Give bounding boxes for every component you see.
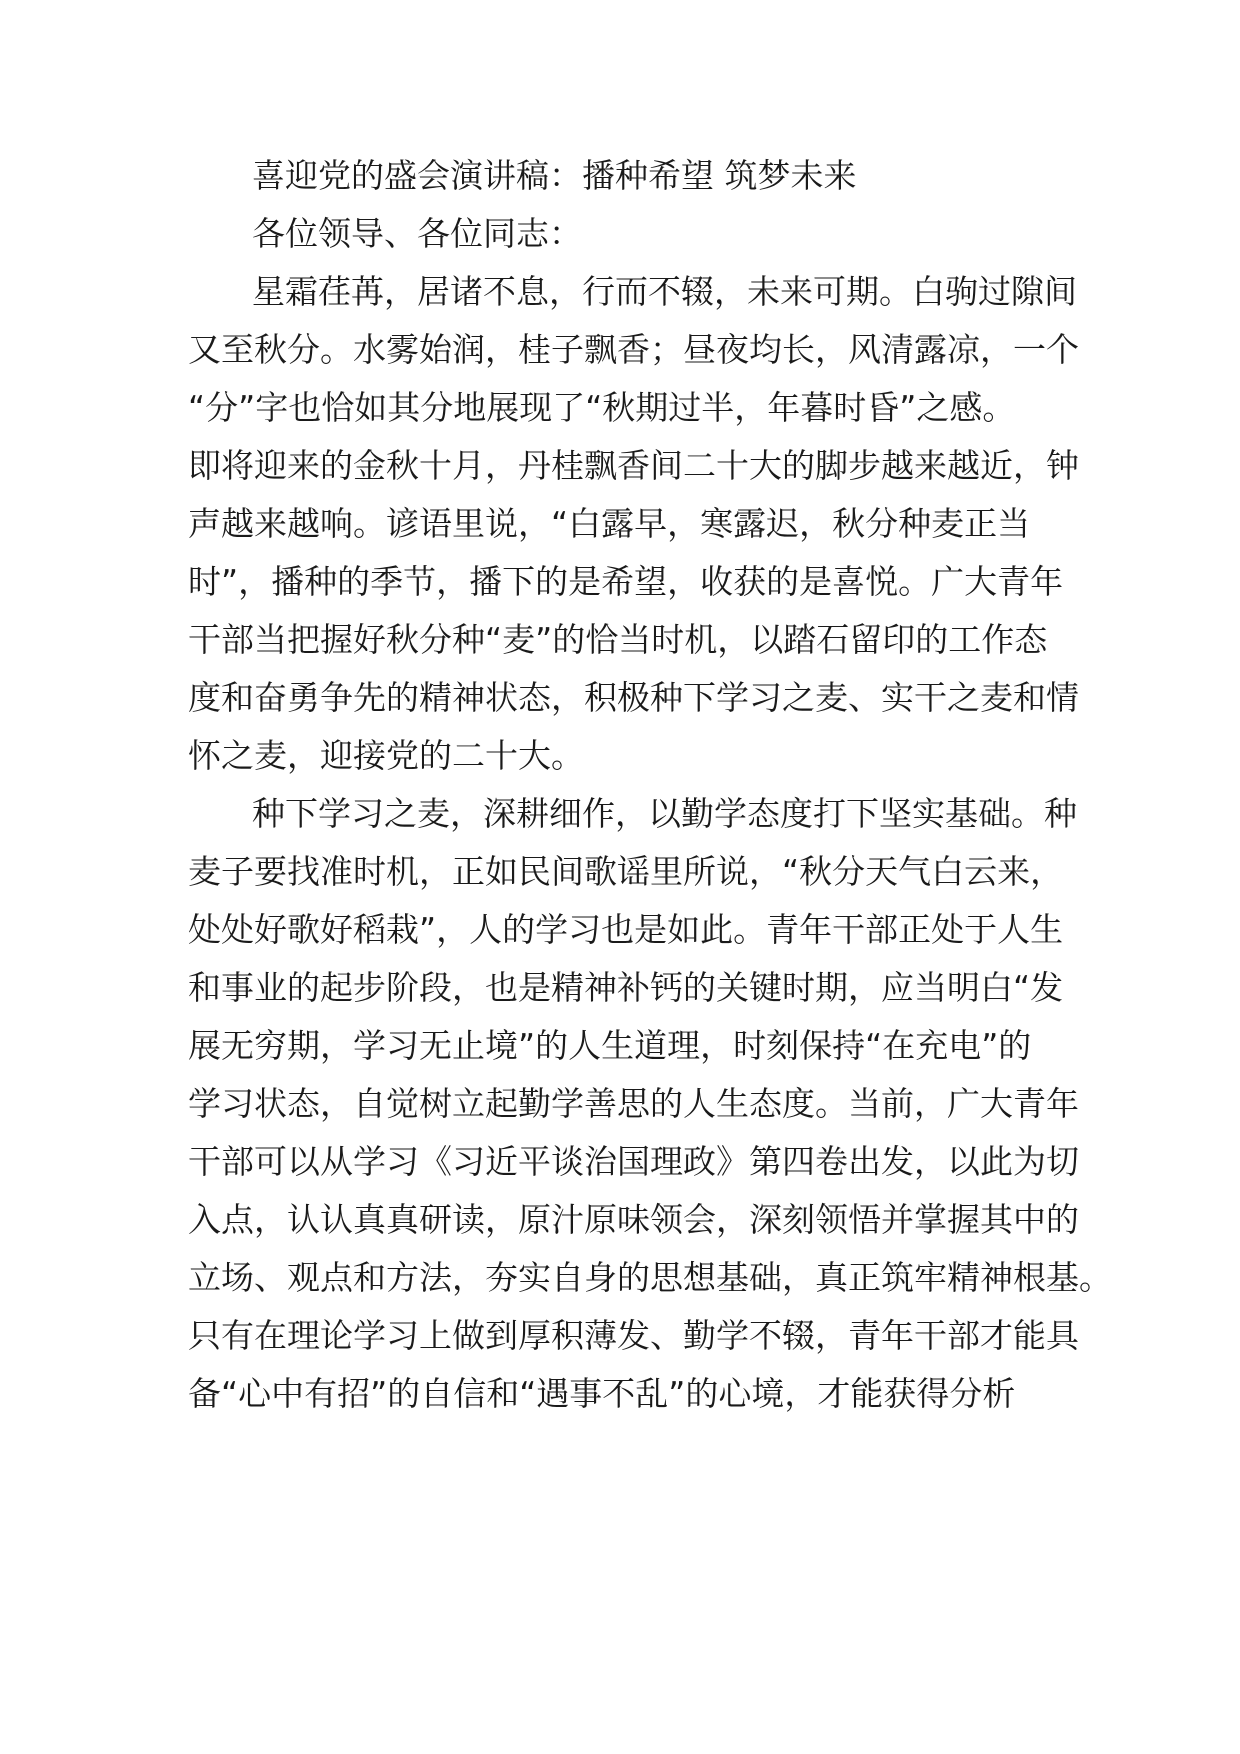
paragraph-line: 怀之麦，迎接党的二十大。	[188, 736, 584, 775]
paragraph-line: 备“心中有招”的自信和“遇事不乱”的心境，才能获得分析	[188, 1374, 1016, 1413]
paragraph-line: 干部可以从学习《习近平谈治国理政》第四卷出发，以此为切	[188, 1142, 1079, 1181]
paragraph-line: 干部当把握好秋分种“麦”的恰当时机，以踏石留印的工作态	[188, 620, 1048, 659]
paragraph-line: 入点，认认真真研读，原汁原味领会，深刻领悟并掌握其中的	[188, 1200, 1079, 1239]
paragraph-line: 种下学习之麦，深耕细作，以勤学态度打下坚实基础。种	[252, 794, 1077, 833]
document-title: 喜迎党的盛会演讲稿：播种希望 筑梦未来	[252, 156, 857, 195]
paragraph-line: 度和奋勇争先的精神状态，积极种下学习之麦、实干之麦和情	[188, 678, 1079, 717]
paragraph-line: 又至秋分。水雾始润，桂子飘香；昼夜均长，风清露凉，一个	[188, 330, 1079, 369]
paragraph-line: 处处好歌好稻栽”，人的学习也是如此。青年干部正处于人生	[188, 910, 1064, 949]
paragraph-line: 时”，播种的季节，播下的是希望，收获的是喜悦。广大青年	[188, 562, 1064, 601]
paragraph-line: 和事业的起步阶段，也是精神补钙的关键时期，应当明白“发	[188, 968, 1064, 1007]
paragraph-line: 学习状态，自觉树立起勤学善思的人生态度。当前，广大青年	[188, 1084, 1079, 1123]
paragraph-line: 立场、观点和方法，夯实自身的思想基础，真正筑牢精神根基。	[188, 1258, 1112, 1297]
paragraph-line: 只有在理论学习上做到厚积薄发、勤学不辍，青年干部才能具	[188, 1316, 1079, 1355]
salutation: 各位领导、各位同志：	[252, 214, 582, 253]
paragraph-line: 声越来越响。谚语里说，“白露早，寒露迟，秋分种麦正当	[188, 504, 1031, 543]
paragraph-line: “分”字也恰如其分地展现了“秋期过半，年暮时昏”之感。	[188, 388, 1016, 427]
paragraph-line: 麦子要找准时机，正如民间歌谣里所说，“秋分天气白云来，	[188, 852, 1064, 891]
paragraph-line: 星霜荏苒，居诸不息，行而不辍，未来可期。白驹过隙间	[252, 272, 1077, 311]
paragraph-line: 展无穷期，学习无止境”的人生道理，时刻保持“在充电”的	[188, 1026, 1032, 1065]
paragraph-line: 即将迎来的金秋十月，丹桂飘香间二十大的脚步越来越近，钟	[188, 446, 1079, 485]
